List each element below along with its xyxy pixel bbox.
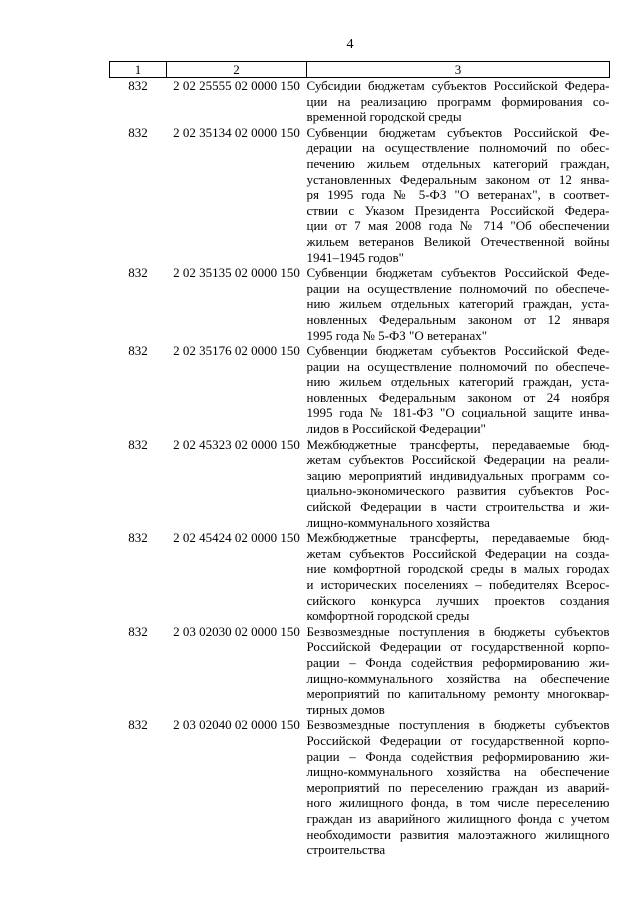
table-row [110,125,610,265]
description-line: Безвозмездные поступления в бюджеты субъектов [306,717,610,733]
description-line: рации на осуществление полномочий по обеспече- [306,358,610,374]
description-line: Межбюджетные трансферты, передаваемые бюд- [306,530,610,546]
description-line: новленных Федеральным законом от 24 ноября [306,389,610,405]
revenue-description-cell [307,265,610,343]
description-line: мероприятий по переселению граждан из аварий- [306,779,610,795]
admin-code-cell: 832 [128,78,148,93]
description-line: жетам субъектов Российской Федерации на реали- [306,452,610,468]
description-line: ря 1995 года № 5-ФЗ "О ветеранах", в соответ- [306,187,610,203]
revenue-description-cell [307,437,610,531]
description-line: новленных Федеральным законом от 12 января [306,311,610,327]
description-line: жетам субъектов Российской Федерации на созда- [306,545,610,561]
budget-classification-code-cell: 2 03 02030 02 0000 150 [173,623,300,639]
admin-code-cell: 832 [128,124,148,140]
description-line: Безвозмездные поступления в бюджеты субъектов [306,623,610,639]
description-line: ствии с Указом Президента Российской Федера- [306,202,610,218]
column-header-2: 2 [167,62,307,78]
admin-code-cell: 832 [128,530,148,546]
column-header-3: 3 [307,62,610,78]
table-row [110,78,610,125]
table-row [110,437,610,531]
description-line: мероприятий по капитальному ремонту многоквар- [306,686,610,702]
description-line: ние комфортной городской среды в малых городах [306,561,610,577]
description-line: сийской Федерации в части строительства и жи- [306,499,610,515]
description-line: печению жильем отдельных категорий граждан, [306,155,610,171]
description-line: лищно-коммунального хозяйства [306,514,490,530]
description-line: тирных домов [306,701,385,717]
budget-classification-code-cell: 2 02 25555 02 0000 150 [173,78,300,93]
description-line: жильем ветеранов Великой Отечественной войны [306,233,610,249]
description-line: Субвенции бюджетам субъектов Российской Фе- [306,124,610,140]
revenue-description-cell [307,717,610,857]
description-line: комфортной городской среды [306,608,470,624]
revenue-description-cell [307,530,610,624]
description-line: 1995 года № 181-ФЗ "О социальной защите инва- [306,405,610,421]
description-line: дерации на осуществление полномочий по обес- [306,140,610,156]
description-line: установленных Федеральным законом от 12 янва- [306,171,610,187]
admin-code-cell: 832 [128,436,148,452]
table-row [110,717,610,857]
description-line: циально-экономического развития субъектов Рос- [306,483,610,499]
description-line: Субвенции бюджетам субъектов Российской Феде- [306,265,610,281]
column-header-1: 1 [110,62,167,78]
description-line: Российской Федерации от государственной корпо- [306,639,610,655]
description-line: необходимости развития малоэтажного жилищного [306,826,610,842]
revenue-description-cell [307,125,610,265]
description-line: ного жилищного фонда, в том числе переселению [306,795,610,811]
description-line: граждан из аварийного жилищного фонда с учетом [306,810,610,826]
budget-classification-code-cell: 2 02 45424 02 0000 150 [173,530,300,546]
admin-code-cell: 832 [128,343,148,359]
revenue-description-cell [307,78,610,125]
description-line: и исторических поселениях – победителях Всерос- [306,577,610,592]
description-line: нию жильем отдельных категорий граждан, уста- [306,374,610,390]
description-line: лищно-коммунального хозяйства на обеспечение [306,670,610,686]
description-line: рации на осуществление полномочий по обеспече- [306,280,610,296]
table-header [110,62,610,78]
table-body [110,78,610,858]
table-row [110,265,610,343]
revenue-description-cell [307,343,610,437]
page-number: 4 [346,37,354,52]
description-line: рации – Фонда содействия реформированию жи- [306,748,610,764]
description-line: 1995 года № 5-ФЗ "О ветеранах" [306,327,488,343]
description-line: сийского конкурса лучших проектов создания [306,592,610,608]
header-row [110,62,610,78]
description-line: лищно-коммунального хозяйства на обеспечение [306,764,610,780]
description-line: Межбюджетные трансферты, передаваемые бюд- [306,436,610,452]
budget-classification-code-cell: 2 02 35176 02 0000 150 [173,343,300,359]
description-line: ции от 7 мая 2008 года № 714 "Об обеспечении [306,218,610,234]
table-row [110,343,610,437]
description-line: 1941–1945 годов" [306,249,404,265]
revenue-description-cell [307,624,610,718]
description-line: нию жильем отдельных категорий граждан, уста- [306,296,610,312]
description-line: лидов в Российской Федерации" [306,421,486,437]
admin-code-cell: 832 [128,623,148,639]
budget-classification-code-cell: 2 02 35134 02 0000 150 [173,124,300,140]
description-line: временной городской среды [306,109,462,125]
description-line: ции на реализацию программ формирования со- [306,93,610,109]
budget-classification-code-cell: 2 02 45323 02 0000 150 [173,436,300,452]
budget-classification-code-cell: 2 03 02040 02 0000 150 [173,717,300,733]
description-line: зацию мероприятий индивидуальных программ со- [306,467,610,483]
description-line: Субсидии бюджетам субъектов Российской Федера- [306,78,610,93]
admin-code-cell: 832 [128,265,148,281]
revenue-codes-table [109,61,610,858]
description-line: Российской Федерации от государственной корпо- [306,732,610,748]
description-line: Субвенции бюджетам субъектов Российской Феде- [306,343,610,359]
description-line: рации – Фонда содействия реформированию жи- [306,654,610,670]
budget-classification-code-cell: 2 02 35135 02 0000 150 [173,265,300,281]
table-row [110,530,610,624]
description-line: строительства [306,842,386,858]
table-row [110,624,610,718]
admin-code-cell: 832 [128,717,148,733]
